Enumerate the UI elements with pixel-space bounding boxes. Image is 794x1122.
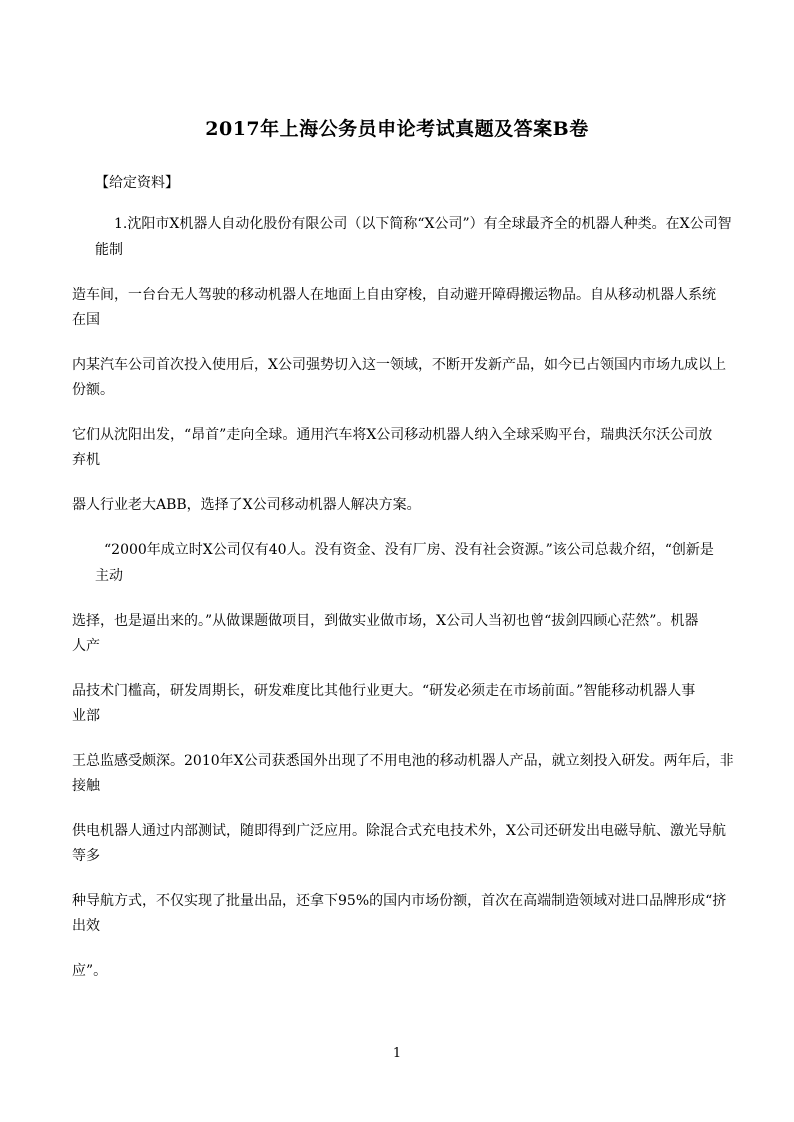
- paragraph-line: 王总监感受颇深。2010年X公司获悉国外出现了不用电池的移动机器人产品，就立刻投入研发。两年后，非: [72, 753, 734, 769]
- paragraph-line: 器人行业老大ABB，选择了X公司移动机器人解决方案。: [72, 497, 421, 513]
- paragraph-line: 它们从沈阳出发，“昂首”走向全球。通用汽车将X公司移动机器人纳入全球采购平台，瑞典沃尔沃公司放: [72, 427, 713, 443]
- paragraph-line: 份额。: [72, 382, 114, 398]
- page-number: 1: [392, 1046, 402, 1061]
- paragraph-line: 选择，也是逼出来的。”从做课题做项目，到做实业做市场，X公司人当初也曾“拔剑四顾心茫然”。机器: [72, 613, 699, 629]
- paragraph-line: 应”。: [72, 963, 108, 979]
- paragraph-line: 1.沈阳市X机器人自动化股份有限公司（以下简称“X公司”）有全球最齐全的机器人种类。在X公司智: [114, 216, 732, 232]
- paragraph-line: 品技术门槛高，研发周期长，研发难度比其他行业更大。“研发必须走在市场前面。”智能移动机器人事: [72, 683, 696, 699]
- paragraph-line: 人产: [72, 638, 100, 654]
- paragraph-line: 弃机: [72, 452, 100, 468]
- paragraph-line: 造车间，一台台无人驾驶的移动机器人在地面上自由穿梭，自动避开障碍搬运物品。自从移动机器人系统: [72, 287, 716, 303]
- paragraph-line: 内某汽车公司首次投入使用后，X公司强势切入这一领域，不断开发新产品，如今已占领国内市场九成以上: [72, 357, 726, 373]
- paragraph-line: 接触: [72, 778, 100, 794]
- section-label: 【给定资料】: [95, 175, 179, 191]
- paragraph-line: “2000年成立时X公司仅有40人。没有资金、没有厂房、没有社会资源。”该公司总裁介绍，“创新是: [104, 542, 714, 558]
- paragraph-line: 能制: [95, 242, 123, 258]
- paragraph-line: 等多: [72, 848, 100, 864]
- document-title: 2017年上海公务员申论考试真题及答案B卷: [205, 118, 589, 140]
- paragraph-line: 业部: [72, 708, 100, 724]
- paragraph-line: 在国: [72, 312, 100, 328]
- paragraph-line: 出效: [72, 918, 100, 934]
- paragraph-line: 主动: [95, 568, 123, 584]
- paragraph-line: 供电机器人通过内部测试，随即得到广泛应用。除混合式充电技术外，X公司还研发出电磁导航、激光导航: [72, 823, 726, 839]
- paragraph-line: 种导航方式，不仅实现了批量出品，还拿下95%的国内市场份额，首次在高端制造领域对进口品牌形成“挤: [72, 893, 727, 909]
